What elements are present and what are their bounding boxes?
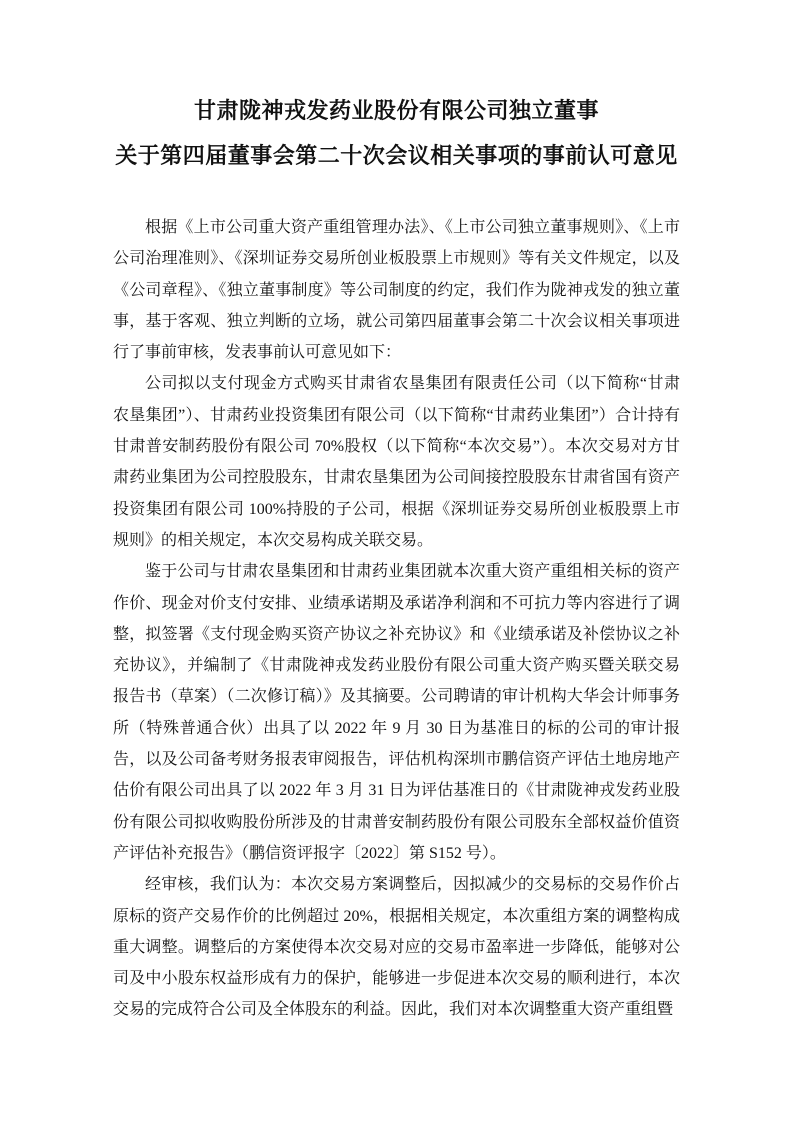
title-line-2: 关于第四届董事会第二十次会议相关事项的事前认可意见: [115, 143, 678, 168]
paragraph-adjustment-details: 鉴于公司与甘肃农垦集团和甘肃药业集团就本次重大资产重组相关标的资产作价、现金对价支付安排、业绩承诺期及承诺净利润和不可抗力等内容进行了调整，拟签署《支付现金购买资产协议之补充协议》和《业绩承诺及补偿协议之补充协议》，并编制了《甘肃陇神戎发药业股份有限公司重大资产购买暨关联交易报告书（草案）（二次修订稿）》及其摘要。公司聘请的审计机构大华会计师事务所（特殊普通合伙）出具了以 2022 年 9 月 30 日为基准日的标的公司的审计报告，以及公司备考财务报表审阅报告，评估机构深圳市鹏信资产评估土地房地产估价有限公司出具了以 2022 年 3 月 31 日为评估基准日的《甘肃陇神戎发药业股份有限公司拟收购股份所涉及的甘肃普安制药股份有限公司股东全部权益价值资产评估补充报告》（鹏信资评报字〔2022〕第 S152 号）。: [113, 563, 680, 862]
paragraph-basis: 根据《上市公司重大资产重组管理办法》、《上市公司独立董事规则》、《上市公司治理准则》、《深圳证券交易所创业板股票上市规则》等有关文件规定，以及《公司章程》、《独立董事制度》等公司制度的约定，我们作为陇神戎发的独立董事，基于客观、独立判断的立场，就公司第四届董事会第二十次会议相关事项进行了事前审核，发表事前认可意见如下：: [113, 219, 680, 362]
document-content: [113, 88, 680, 1026]
document-body: [113, 212, 680, 1026]
title-line-1: 甘肃陇神戎发药业股份有限公司独立董事: [193, 98, 599, 123]
paragraph-opinion: 经审核，我们认为：本次交易方案调整后，因拟减少的交易标的交易作价占原标的资产交易作价的比例超过 20%，根据相关规定，本次重组方案的调整构成重大调整。调整后的方案使得本次交易对应的交易市盈率进一步降低，能够对公司及中小股东权益形成有力的保护，能够进一步促进本次交易的顺利进行，本次交易的完成符合公司及全体股东的利益。因此，我们对本次调整重大资产重组暨: [113, 876, 680, 1019]
paragraph-transaction-overview: 公司拟以支付现金方式购买甘肃省农垦集团有限责任公司（以下简称“甘肃农垦集团”）、甘肃药业投资集团有限公司（以下简称“甘肃药业集团”）合计持有甘肃普安制药股份有限公司 70%股权（以下简称“本次交易”）。本次交易对方甘肃药业集团为公司控股股东，甘肃农垦集团为公司间接控股股东甘肃省国有资产投资集团有限公司 100%持股的子公司，根据《深圳证券交易所创业板股票上市规则》的相关规定，本次交易构成关联交易。: [113, 375, 680, 549]
document-title: [113, 88, 680, 178]
